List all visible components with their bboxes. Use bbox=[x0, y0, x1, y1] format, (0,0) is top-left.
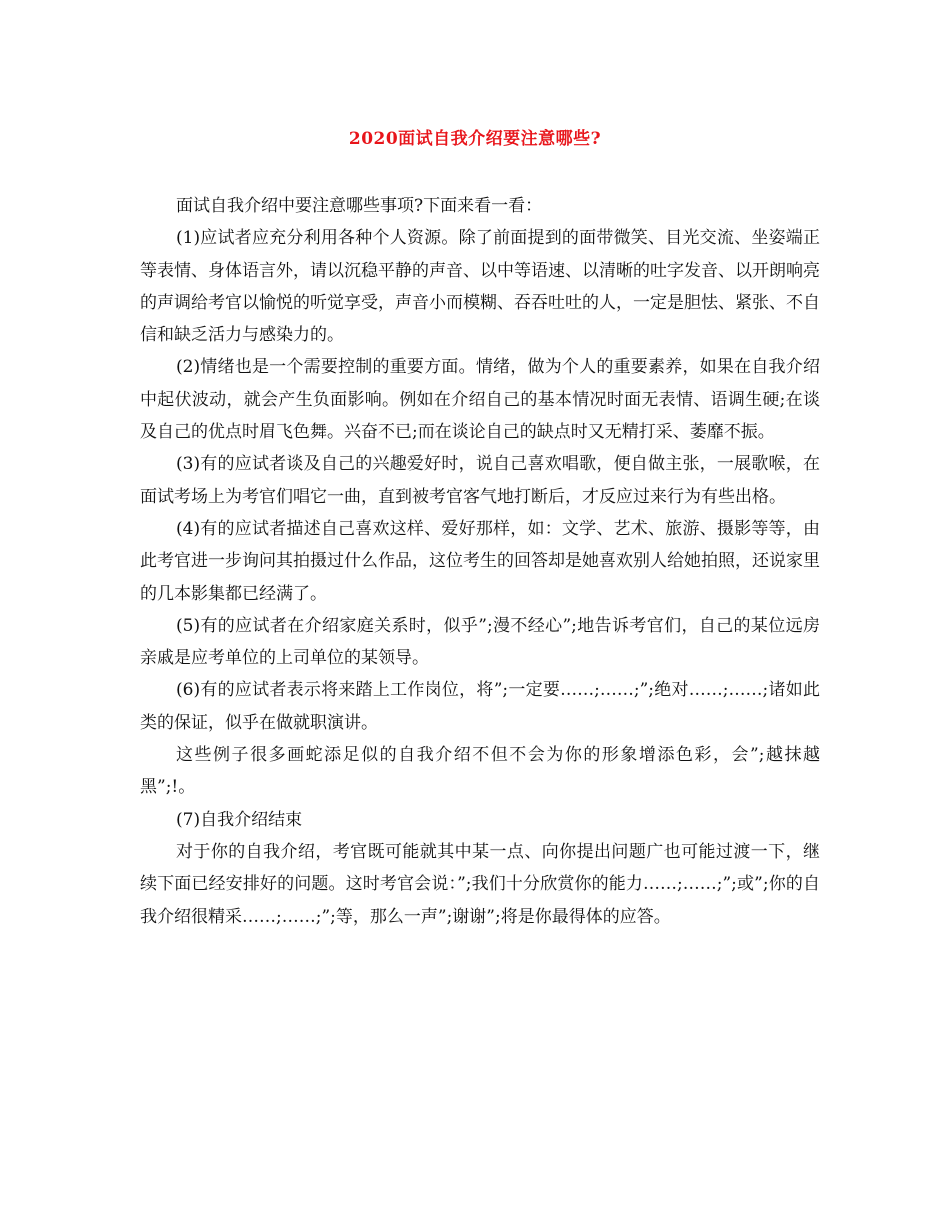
closing-paragraph: 对于你的自我介绍，考官既可能就其中某一点、向你提出问题广也可能过渡一下，继续下面已经安排好的问题。这时考官会说：”;我们十分欣赏你的能力……;……;”;或”;你的自我介绍很精采……;……;”;等，那么一声”;谢谢”;将是你最得体的应答。 bbox=[140, 841, 820, 927]
intro-paragraph: 面试自我介绍中要注意哪些事项?下面来看一看： bbox=[176, 196, 543, 216]
paragraph-3: (3)有的应试者谈及自己的兴趣爱好时，说自己喜欢唱歌，便自做主张，一展歌喉，在面试考场上为考官们唱它一曲，直到被考官客气地打断后，才反应过来行为有些出格。 bbox=[140, 454, 820, 507]
paragraph-4: (4)有的应试者描述自己喜欢这样、爱好那样，如：文学、艺术、旅游、摄影等等，由此考官进一步询问其拍摄过什么作品，这位考生的回答却是她喜欢别人给她拍照，还说家里的几本影集都已经满了。 bbox=[140, 518, 820, 604]
paragraph-6: (6)有的应试者表示将来踏上工作岗位，将”;一定要……;……;”;绝对……;……;诸如此类的保证，似乎在做就职演讲。 bbox=[140, 680, 820, 733]
summary-paragraph: 这些例子很多画蛇添足似的自我介绍不但不会为你的形象增添色彩，会”;越抹越黑”;!。 bbox=[140, 745, 820, 798]
paragraph-2: (2)情绪也是一个需要控制的重要方面。情绪，做为个人的重要素养，如果在自我介绍中起伏波动，就会产生负面影响。例如在介绍自己的基本情况时面无表情、语调生硬;在谈及自己的优点时眉飞色舞。兴奋不已;而在谈论自己的缺点时又无精打采、萎靡不振。 bbox=[140, 357, 820, 443]
document-body bbox=[140, 190, 820, 933]
paragraph-5: (5)有的应试者在介绍家庭关系时，似乎”;漫不经心”;地告诉考官们，自己的某位远房亲戚是应考单位的上司单位的某领导。 bbox=[140, 615, 820, 669]
section-heading-7: (7)自我介绍结束 bbox=[176, 809, 303, 830]
paragraph-1: (1)应试者应充分利用各种个人资源。除了前面提到的面带微笑、目光交流、坐姿端正等表情、身体语言外，请以沉稳平静的声音、以中等语速、以清晰的吐字发音、以开朗响亮的声调给考官以愉悦的听觉享受，声音小而模糊、吞吞吐吐的人，一定是胆怯、紧张、不自信和缺乏活力与感染力的。 bbox=[140, 228, 820, 346]
document-title: 2020面试自我介绍要注意哪些? bbox=[348, 129, 602, 149]
